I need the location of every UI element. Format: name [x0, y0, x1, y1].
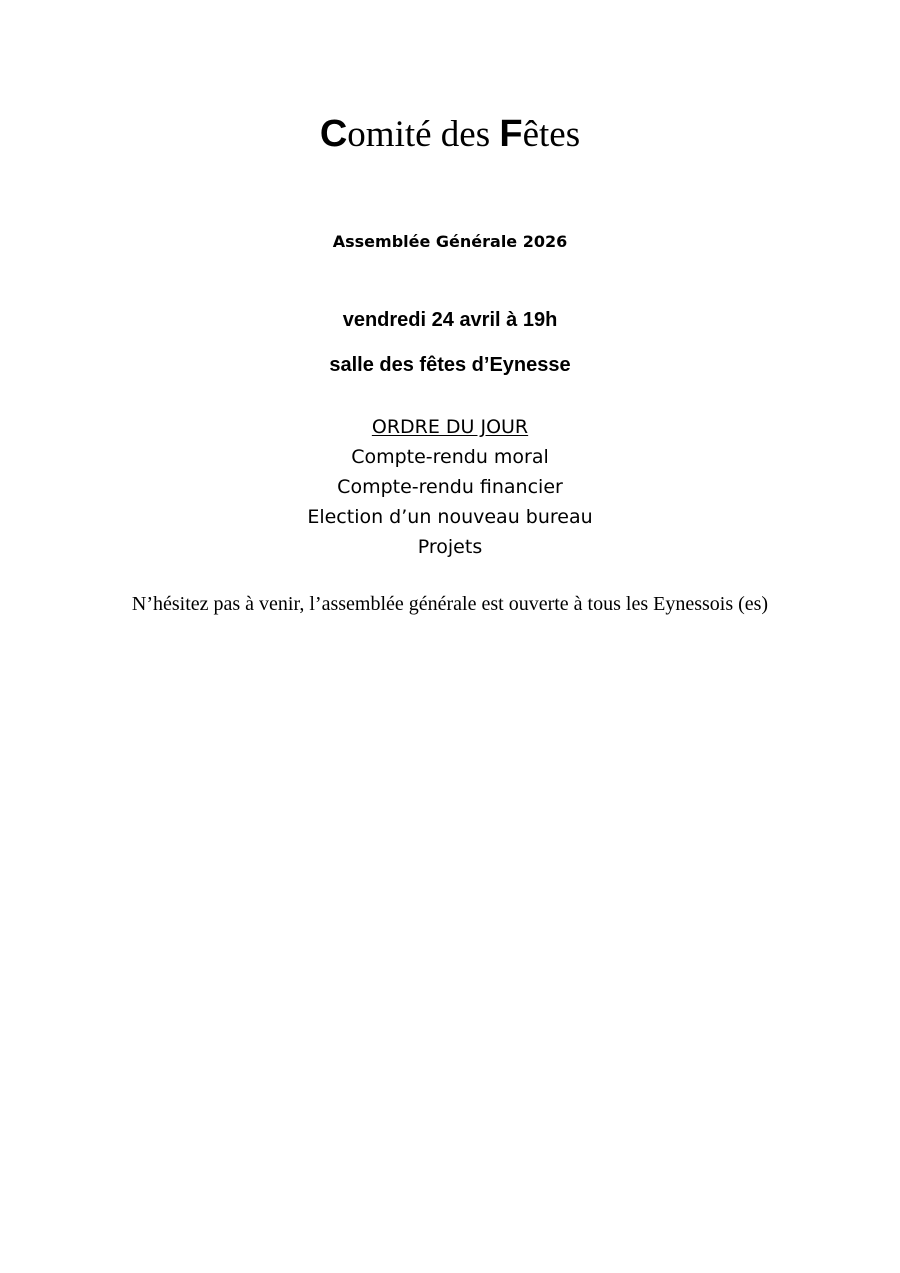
agenda-item: Compte-rendu moral: [351, 446, 549, 468]
event-location: salle des fêtes d’Eynesse: [329, 354, 571, 376]
meeting-subtitle: Assemblée Générale 2026: [332, 232, 568, 251]
title-initial-c: C: [319, 113, 348, 155]
title-part-2: êtes: [522, 114, 581, 155]
agenda-section: [0, 412, 900, 562]
closing-note: N’hésitez pas à venir, l’assemblée générale est ouverte à tous les Eynessois (es): [131, 593, 769, 615]
title-initial-f: F: [499, 113, 523, 155]
agenda-item: Compte-rendu financier: [337, 476, 563, 498]
title-part-1: omité des: [347, 114, 500, 155]
page-title: [0, 108, 900, 161]
agenda-heading: ORDRE DU JOUR: [371, 416, 529, 438]
agenda-item: Projets: [417, 536, 483, 558]
agenda-list: [0, 442, 900, 562]
event-date-time: vendredi 24 avril à 19h: [342, 309, 558, 331]
agenda-item: Election d’un nouveau bureau: [307, 506, 593, 528]
